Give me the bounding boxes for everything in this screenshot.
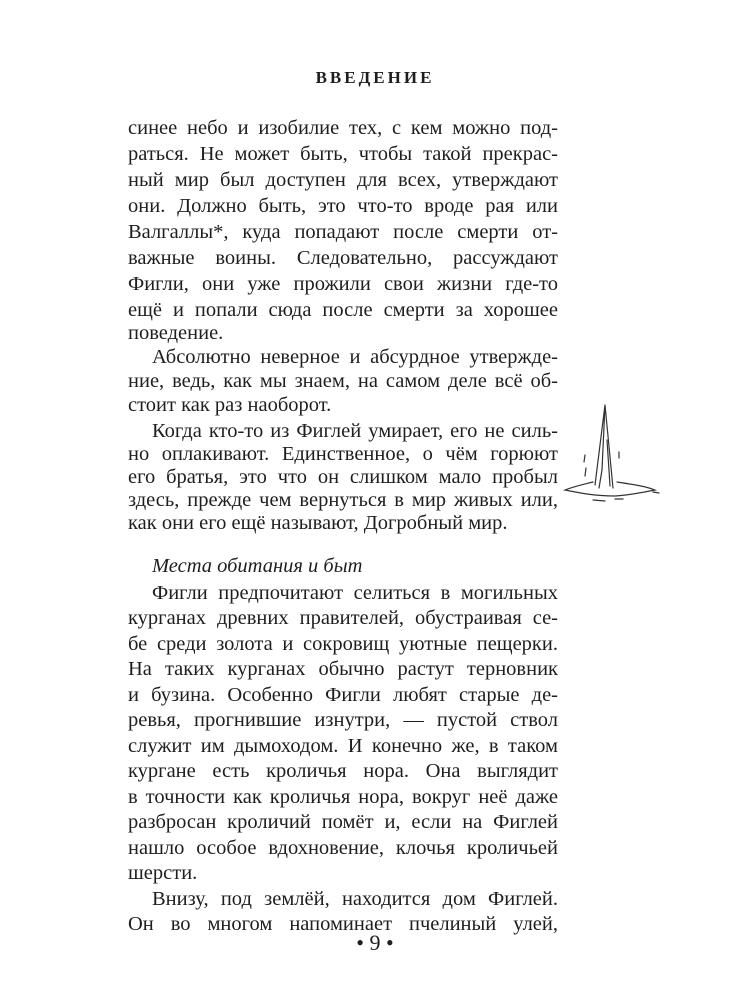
text-line: его братья, это что он слишком мало пробыл xyxy=(128,466,558,488)
text-line: как они его ещё называют, Догробный мир. xyxy=(128,512,508,534)
running-header: ВВЕДЕНИЕ xyxy=(315,68,435,87)
text-line: ревья, прогнившие изнутри, — пустой ствол xyxy=(128,709,558,731)
text-line: кургане есть кроличья нора. Она выглядит xyxy=(128,760,558,782)
text-line: Когда кто-то из Фиглей умирает, его не силь- xyxy=(152,420,558,442)
text-line: Внизу, под землёй, находится дом Фиглей. xyxy=(152,888,558,910)
section-subheading: Места обитания и быт xyxy=(152,555,363,577)
text-line: и бузина. Особенно Фигли любят старые де- xyxy=(128,684,558,706)
text-line: Абсолютно неверное и абсурдное утвержде- xyxy=(152,346,558,368)
text-line: они. Должно быть, это что-то вроде рая или xyxy=(128,195,558,217)
text-line: нашло особое вдохновение, клочья кроличьей xyxy=(128,837,558,859)
text-line: Он во многом напоминает пчелиный улей, xyxy=(128,913,558,935)
text-line: шерсти. xyxy=(128,862,198,884)
text-line: ный мир был доступен для всех, утверждают xyxy=(128,169,558,191)
text-line: в точности как кроличья нора, вокруг неё даже xyxy=(128,786,558,808)
text-line: поведение. xyxy=(128,322,224,344)
text-line: Фигли, они уже прожили свои жизни где-то xyxy=(128,273,558,295)
text-line: Фигли предпочитают селиться в могильных xyxy=(152,582,558,604)
text-line: Валгаллы*, куда попадают после смерти от- xyxy=(128,221,558,243)
text-line: служит им дымоходом. И конечно же, в таком xyxy=(128,735,558,757)
text-line: бе среди золота и сокровищ уютные пещерки. xyxy=(128,633,558,655)
text-line: синее небо и изобилие тех, с кем можно под- xyxy=(128,117,558,139)
text-line: важные воины. Следовательно, рассуждают xyxy=(128,247,558,269)
text-line: здесь, прежде чем вернуться в мир живых или, xyxy=(128,489,558,511)
text-line: На таких курганах обычно растут терновник xyxy=(128,658,558,680)
text-line: разбросан кроличий помёт и, если на Фиглей xyxy=(128,811,558,833)
text-line: но оплакивают. Единственное, о чём горюют xyxy=(128,443,558,465)
text-line: ние, ведь, как мы знаем, на самом деле всё об- xyxy=(128,370,558,392)
page-number: • 9 • xyxy=(356,930,394,955)
text-line: стоит как раз наоборот. xyxy=(128,394,332,416)
text-line: курганах древних правителей, обустраивая се- xyxy=(128,607,558,629)
text-line: раться. Не может быть, чтобы такой прекрас- xyxy=(128,143,558,165)
text-line: ещё и попали сюда после смерти за хорошее xyxy=(128,299,558,321)
stone-spike-illustration-icon xyxy=(555,400,665,510)
